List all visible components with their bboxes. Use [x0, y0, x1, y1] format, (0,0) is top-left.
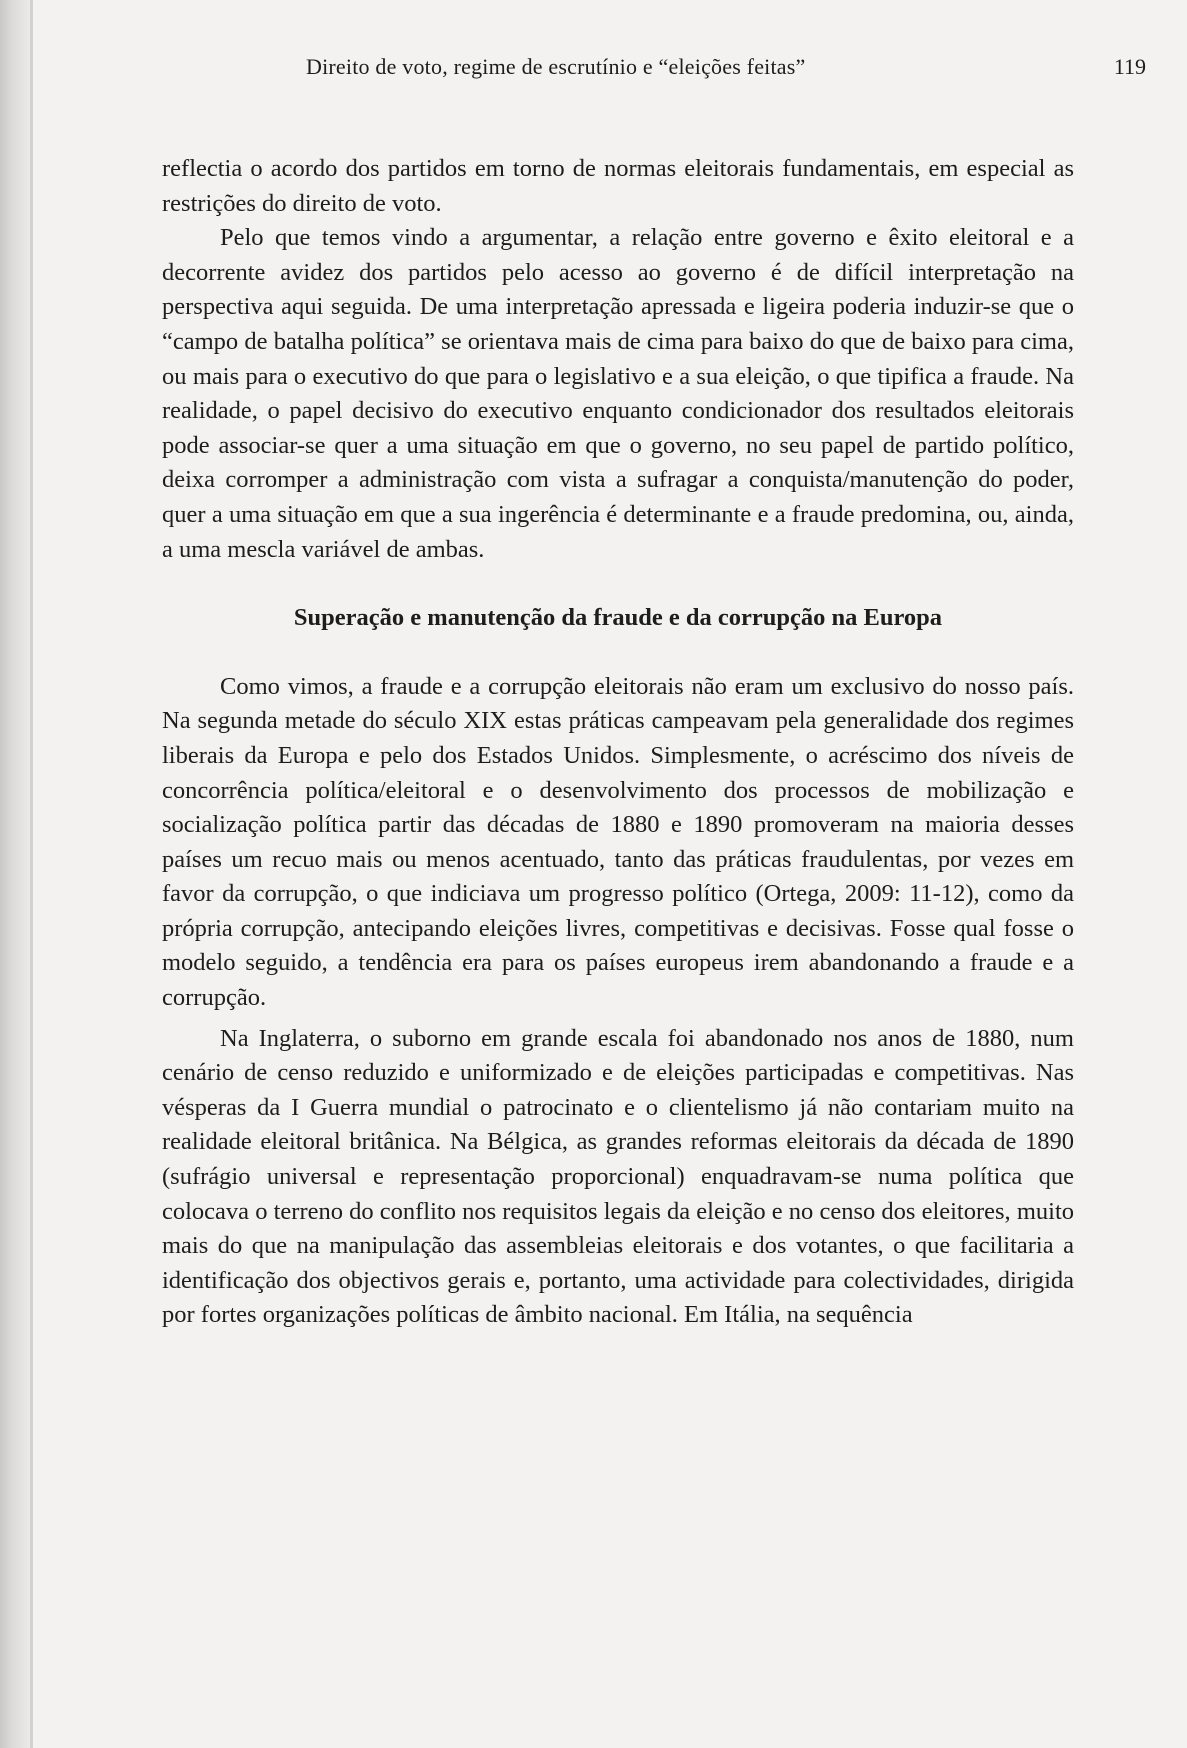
book-page: [162, 0, 1146, 1748]
section-heading: Superação e manutenção da fraude e da corrupção na Europa: [293, 604, 943, 632]
paragraph: Na Inglaterra, o suborno em grande escala foi abandonado nos anos de 1880, num cenário de censo reduzido e uniformizado e de eleições participadas e competitivas. Nas vésperas da I Guerra mundial o patrocinato e o clientelismo já não contariam muito na realidade eleitoral britânica. Na Bélgica, as grandes reformas eleitorais da década de 1890 (sufrágio universal e representação proporcional) enquadravam-se numa política que colocava o terreno do conflito nos requisitos legais da eleição e no censo dos eleitores, muito mais do que na manipulação das assembleias eleitorais e dos votantes, o que facilitaria a identificação dos objectivos gerais e, portanto, uma actividade para colectividades, dirigida por fortes organizações políticas de âmbito nacional. Em Itália, na sequência: [162, 1024, 1074, 1329]
book-gutter-edge: [30, 0, 33, 1748]
running-head: [306, 50, 1146, 84]
running-title: Direito de voto, regime de escrutínio e “eleições feitas”: [306, 54, 806, 79]
page-number: 119: [1113, 54, 1146, 79]
paragraph-continuation: reflectia o acordo dos partidos em torno de normas eleitorais fundamentais, em especial as restrições do direito de voto.: [162, 155, 1074, 217]
paragraph: Como vimos, a fraude e a corrupção eleitorais não eram um exclusivo do nosso país. Na segunda metade do século XIX estas práticas campeavam pela generalidade dos regimes liberais da Europa e pelo dos Estados Unidos. Simplesmente, o acréscimo dos níveis de concorrência política/eleitoral e o desenvolvimento dos processos de mobilização e socialização política partir das décadas de 1880 e 1890 promoveram na maioria desses países um recuo mais ou menos acentuado, tanto das práticas fraudulentas, por vezes em favor da corrupção, o que indiciava um progresso político (Ortega, 2009: 11-12), como da própria corrupção, antecipando eleições livres, competitivas e decisivas. Fosse qual fosse o modelo seguido, a tendência era para os países europeus irem abandonando a fraude e a corrupção.: [162, 672, 1074, 1012]
book-spine-shadow: [0, 0, 30, 1748]
body-text: [162, 152, 1074, 1333]
paragraph: Pelo que temos vindo a argumentar, a relação entre governo e êxito eleitoral e a decorrente avidez dos partidos pelo acesso ao governo é de difícil interpretação na perspectiva aqui seguida. De uma interpretação apressada e ligeira poderia induzir-se que o “campo de batalha política” se orientava mais de cima para baixo do que de baixo para cima, ou mais para o executivo do que para o legislativo e a sua eleição, o que tipifica a fraude. Na realidade, o papel decisivo do executivo enquanto condicionador dos resultados eleitorais pode associar-se quer a uma situação em que o governo, no seu papel de partido político, deixa corromper a administração com vista a sufragar a conquista/manutenção do poder, quer a uma situação em que a sua ingerência é determinante e a fraude predomina, ou, ainda, a uma mescla variável de ambas.: [162, 224, 1074, 563]
